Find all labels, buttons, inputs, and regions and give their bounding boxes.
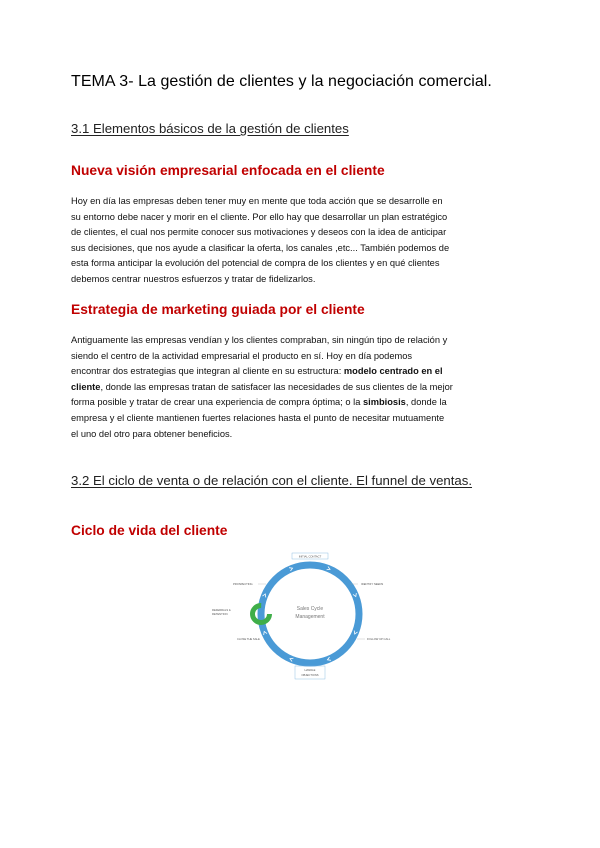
paragraph-line <box>71 395 541 411</box>
text-run: , donde las empresas tratan de satisfacer las necesidades de sus clientes de la mejor <box>100 381 453 392</box>
label-referrals: REFERRALS & <box>212 609 231 612</box>
paragraph-line: siendo el centro de la actividad empresarial el producto en sí. Hoy en día podemos <box>71 350 413 361</box>
paragraph-estrategia-marketing <box>71 333 541 442</box>
label-handle: HANDLE <box>304 669 316 672</box>
paragraph-nueva-vision <box>71 194 541 288</box>
label-initial-contact: INITIAL CONTACT <box>298 555 322 559</box>
paragraph-line: sus decisiones, que nos ayude a clasificar la oferta, los canales ,etc... También podemos de <box>71 242 450 253</box>
label-retention: RETENTION <box>212 613 228 616</box>
bold-term: simbiosis <box>362 397 406 408</box>
bold-term: modelo centrado en el <box>343 366 443 377</box>
paragraph-line: el uno del otro para obtener beneficios. <box>71 428 233 439</box>
paragraph-line <box>71 364 541 380</box>
text-run: forma posible y tratar de crear una experiencia de compra óptima; o la <box>71 397 363 408</box>
subheading-ciclo-vida: Ciclo de vida del cliente <box>71 523 228 538</box>
label-follow-up: FOLLOW UP CALL <box>367 638 391 641</box>
paragraph-line: empresa y el cliente mantienen fuertes relaciones hasta el punto de necesitar mutuamente <box>71 412 445 423</box>
section-heading-3-1: 3.1 Elementos básicos de la gestión de clientes <box>71 121 349 136</box>
subheading-nueva-vision: Nueva visión empresarial enfocada en el cliente <box>71 163 385 178</box>
section-heading-3-2: 3.2 El ciclo de venta o de relación con el cliente. El funnel de ventas. <box>71 473 473 488</box>
label-box-bottom <box>295 666 325 679</box>
paragraph-line <box>71 380 541 396</box>
label-close-sale: CLOSE THE SALE <box>237 638 260 641</box>
paragraph-line: Antiguamente las empresas vendían y los clientes compraban, sin ningún tipo de relación y <box>71 335 448 345</box>
paragraph-line: esta forma anticipar la evolución del potencial de compra de los clientes y en qué clientes <box>71 258 440 269</box>
sales-cycle-diagram <box>200 548 400 680</box>
paragraph-line: su entorno debe nacer y morir en el cliente. Por ello hay que desarrollar un plan estratégico <box>71 211 448 222</box>
document-title: TEMA 3- La gestión de clientes y la negociación comercial. <box>71 73 492 90</box>
label-objections: OBJECTIONS <box>301 674 319 677</box>
subheading-estrategia-marketing: Estrategia de marketing guiada por el cliente <box>71 302 365 317</box>
text-run: , donde la <box>405 397 447 408</box>
text-run: encontrar dos estrategias que integran al cliente en su estructura: <box>71 366 344 377</box>
label-prospecting: PROSPECTING <box>233 583 253 586</box>
diagram-center-subtitle: Management <box>295 614 325 620</box>
label-identify-needs: IDENTIFY NEEDS <box>361 583 384 586</box>
paragraph-line: debemos centrar nuestros esfuerzos y tratar de fidelizarlos. <box>71 273 316 284</box>
bold-term: cliente <box>71 381 101 392</box>
paragraph-line: de clientes, el cual nos permite conocer sus motivaciones y deseos con la idea de anticipar <box>71 227 447 238</box>
diagram-center-title: Sales Cycle <box>296 606 324 612</box>
paragraph-line: Hoy en día las empresas deben tener muy en mente que toda acción que se desarrolle en <box>71 196 443 206</box>
